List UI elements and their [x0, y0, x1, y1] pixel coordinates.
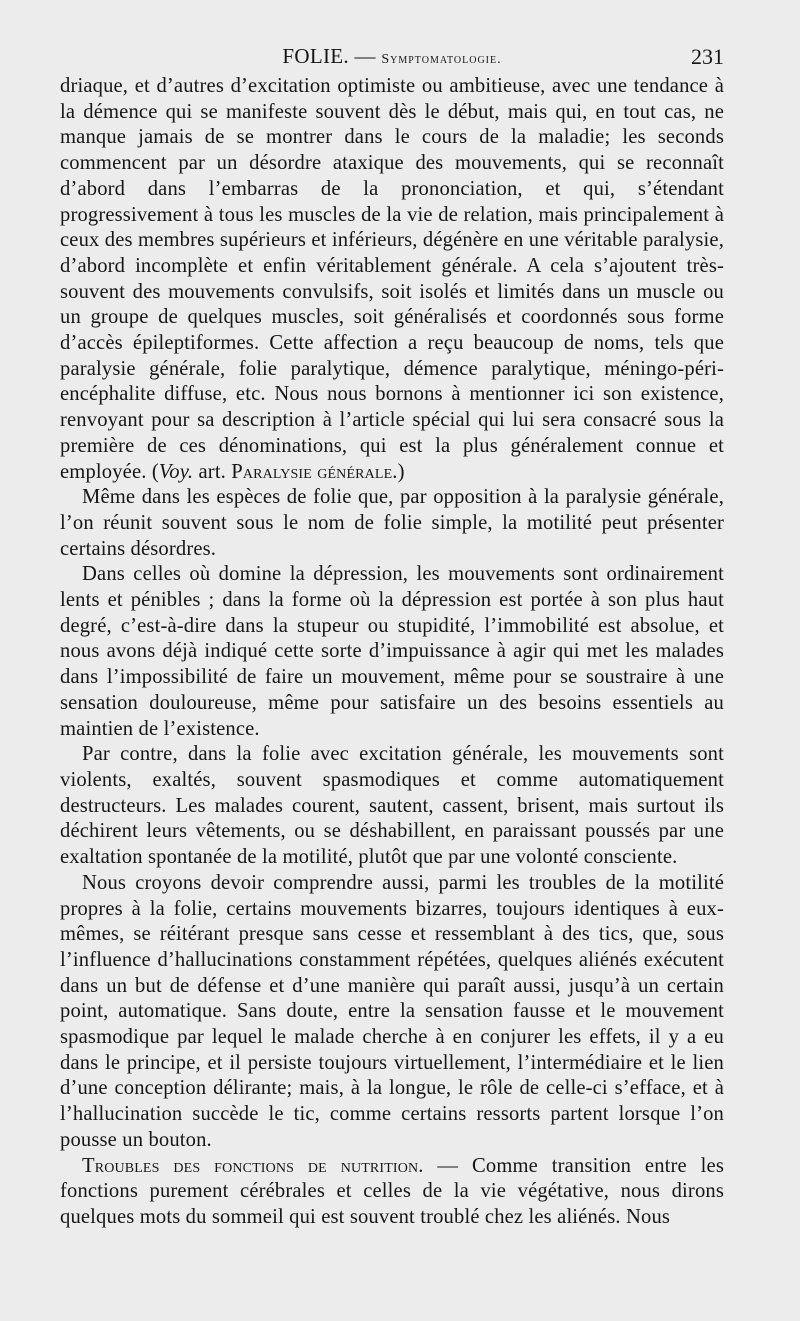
- paragraph-3: Dans celles où domine la dépression, les mouvements sont ordinairement lents et pénibles ; dans la forme où la dépression est portée à son plus haut degré, c’est-à-dire dans la stupeur ou stupidité, l’immobilité est absolue, et nous avons déjà indiqué cette sorte d’impuissance à agir qui met les malades dans l’impossibilité de faire un mouvement, même pour se soustraire à une sensation douloureuse, même pour satisfaire un des besoins essentiels au maintien de l’existence.: [60, 563, 724, 740]
- paragraph-2: Même dans les espèces de folie que, par opposition à la paralysie générale, l’on réunit souvent sous le nom de folie simple, la motilité peut présenter certains désordres.: [60, 486, 724, 560]
- cross-reference: Paralysie générale: [231, 460, 393, 483]
- voy-abbreviation: Voy.: [158, 460, 194, 483]
- paragraph-1-text: driaque, et d’autres d’excitation optimiste ou ambitieuse, avec une tendance à la démence qui se manifeste souvent dès le début, mais qui, en tout cas, ne manque jamais de se montrer dans le cours de la maladie; les seconds commencent par un désordre ataxique des mouvements, qui se reconnaît d’abord dans l’embarras de la prononciation, et qui, s’étendant progressivement à tous les muscles de la vie de relation, mais principalement à ceux des membres supérieurs et inférieurs, dégénère en une véritable paralysie, d’abord incomplète et enfin véritablement générale. A cela s’ajoutent très-souvent des mouvements convulsifs, soit isolés et limités dans un muscle ou un groupe de quelques muscles, soit généralisés et coordonnés sous forme d’accès épileptiformes. Cette affection a reçu beaucoup de noms, tels que paralysie générale, folie paralytique, démence paralytique, méningo-péri-encéphalite diffuse, etc. Nous nous bornons à mentionner ici son existence, renvoyant pour sa description à l’article spécial qui lui sera consacré sous la première de ces dénominations, qui est la plus généralement connue et employée. (: [60, 75, 724, 483]
- running-head-subtitle: Symptomatologie.: [381, 52, 502, 67]
- page-header: [60, 44, 724, 74]
- section-lead: Troubles des fonctions de nutrition.: [82, 1154, 424, 1177]
- art-abbreviation: art.: [193, 460, 232, 483]
- running-head: [60, 44, 724, 69]
- paragraph-6-text: — Comme transition entre les fonctions purement cérébrales et celles de la vie végétative, nous dirons quelques mots du sommeil qui est souvent troublé chez les aliénés. Nous: [60, 1154, 724, 1228]
- running-head-title: FOLIE. —: [282, 44, 376, 68]
- paragraph-1: [60, 74, 724, 485]
- body-text: [60, 74, 724, 1231]
- paragraph-5: Nous croyons devoir comprendre aussi, parmi les troubles de la motilité propres à la folie, certains mouvements bizarres, toujours identiques à eux-mêmes, se réitérant presque sans cesse et ressemblant à des tics, que, sous l’influence d’hallucinations constamment répétées, quelques aliénés exécutent dans un but de défense et d’une manière qui paraît aussi, jusqu’à un certain point, automatique. Sans doute, entre la sensation fausse et le mouvement spasmodique par lequel le malade cherche à en conjurer les effets, il y a eu dans le principe, et il persiste toujours virtuellement, l’intermédiaire et le lien d’une conception délirante; mais, à la longue, le rôle de celle-ci s’efface, et à l’hallucination succède le tic, comme certains ressorts partent lorsque l’on pousse un bouton.: [60, 871, 724, 1151]
- paragraph-6: [60, 1154, 724, 1231]
- paragraph-4: Par contre, dans la folie avec excitation générale, les mouvements sont violents, exaltés, souvent spasmodiques et comme automatiquement destructeurs. Les malades courent, sautent, cassent, brisent, mais surtout ils déchirent leurs vêtements, ou se déshabillent, en paraissant poussés par une exaltation spontanée de la motilité, plutôt que par une volonté consciente.: [60, 743, 724, 869]
- paragraph-1-close: .): [392, 460, 405, 483]
- page-number: 231: [691, 44, 724, 69]
